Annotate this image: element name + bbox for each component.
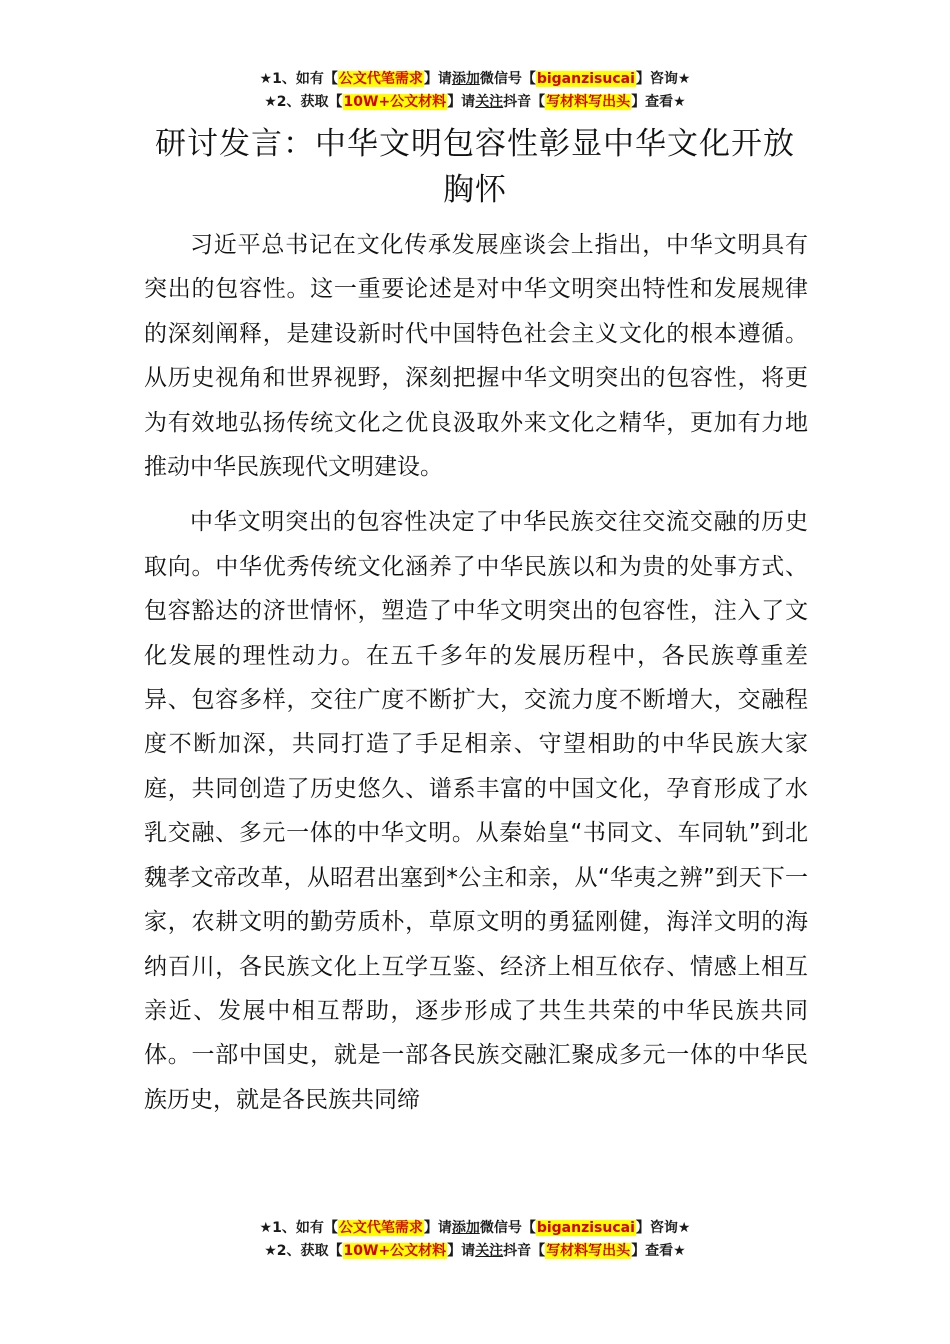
- promo-text: 微信号【: [479, 1220, 536, 1236]
- promo-text: 】查看★: [631, 94, 686, 110]
- promo-text: ★2、获取【: [264, 94, 343, 110]
- promo-text: 】请: [423, 1220, 452, 1236]
- promo-highlight: 公文代笔需求: [338, 71, 423, 87]
- promo-text: 】咨询★: [635, 71, 691, 87]
- promo-text: ★1、如有【: [259, 71, 338, 87]
- promo-wechat-id: biganzisucai: [536, 1220, 635, 1236]
- promo-line-2: [0, 91, 950, 114]
- promo-highlight: 10W+公文材料: [343, 1243, 447, 1259]
- promo-text: 】请: [423, 71, 452, 87]
- promo-wechat-id: biganzisucai: [536, 71, 635, 87]
- promo-underlined-text: 关注: [475, 1243, 504, 1259]
- promo-line-1: [0, 68, 950, 91]
- promo-text: 】请: [447, 1243, 476, 1259]
- paragraph-2: 中华文明突出的包容性决定了中华民族交往交流交融的历史取向。中华优秀传统文化涵养了中华民族以和为贵的处事方式、包容豁达的济世情怀，塑造了中华文明突出的包容性，注入了文化发展的理性动力。在五千多年的发展历程中，各民族尊重差异、包容多样，交往广度不断扩大，交流力度不断增大，交融程度不断加深，共同打造了手足相亲、守望相助的中华民族大家庭，共同创造了历史悠久、谱系丰富的中国文化，孕育形成了水乳交融、多元一体的中华文明。从秦始皇“书同文、车同轨”到北魏孝文帝改革，从昭君出塞到*公主和亲，从“华夷之辨”到天下一家，农耕文明的勤劳质朴，草原文明的勇猛刚健，海洋文明的海纳百川，各民族文化上互学互鉴、经济上相互依存、情感上相互亲近、发展中相互帮助，逐步形成了共生共荣的中华民族共同体。一部中国史，就是一部各民族交融汇聚成多元一体的中华民族历史，就是各民族共同缔: [144, 509, 808, 1113]
- promo-line-1: [0, 1217, 950, 1240]
- promo-text: 】查看★: [631, 1243, 686, 1259]
- promo-underlined-text: 关注: [475, 94, 504, 110]
- document-body: [144, 223, 808, 1133]
- promo-banner-bottom: [0, 1217, 950, 1263]
- promo-line-2: [0, 1240, 950, 1263]
- promo-text: 微信号【: [479, 71, 536, 87]
- promo-underlined-text: 添加: [451, 1220, 480, 1236]
- promo-text: ★1、如有【: [259, 1220, 338, 1236]
- promo-text: 抖音【: [503, 94, 546, 110]
- paragraph-1: 习近平总书记在文化传承发展座谈会上指出，中华文明具有突出的包容性。这一重要论述是对中华文明突出特性和发展规律的深刻阐释，是建设新时代中国特色社会主义文化的根本遵循。从历史视角和世界视野，深刻把握中华文明突出的包容性，将更为有效地弘扬传统文化之优良汲取外来文化之精华，更加有力地推动中华民族现代文明建设。: [144, 232, 808, 481]
- promo-text: ★2、获取【: [264, 1243, 343, 1259]
- promo-text: 抖音【: [503, 1243, 546, 1259]
- promo-underlined-text: 添加: [451, 71, 480, 87]
- promo-text: 】请: [447, 94, 476, 110]
- promo-highlight: 公文代笔需求: [338, 1220, 423, 1236]
- promo-banner-top: [0, 68, 950, 114]
- promo-highlight: 10W+公文材料: [343, 94, 447, 110]
- promo-douyin-id: 写材料写出头: [546, 94, 631, 110]
- document-title: 研讨发言：中华文明包容性彰显中华文化开放胸怀: [155, 126, 795, 208]
- promo-douyin-id: 写材料写出头: [546, 1243, 631, 1259]
- promo-text: 】咨询★: [635, 1220, 691, 1236]
